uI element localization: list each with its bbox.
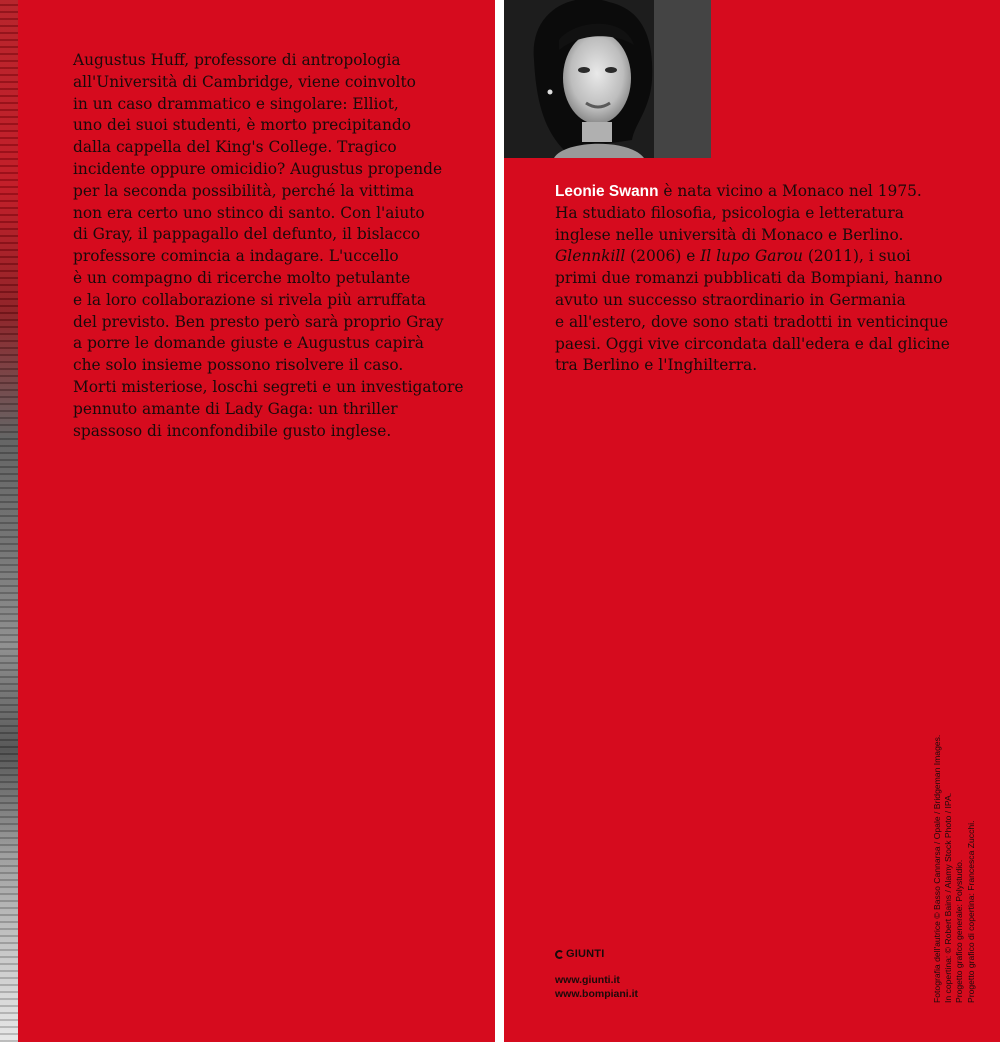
blurb-line: Augustus Huff, professore di antropologia	[73, 51, 401, 69]
blurb-line: a porre le domande giuste e Augustus capirà	[73, 334, 424, 353]
book-title-lupo-garou: Il lupo Garou	[700, 247, 803, 266]
blurb-line: di Gray, il pappagallo del defunto, il bislacco	[73, 225, 421, 244]
blurb-line: è un compagno di ricerche molto petulante	[73, 268, 411, 287]
blurb-line: non era certo uno stinco di santo. Con l'aiuto	[73, 203, 425, 222]
blurb-line: Morti misteriose, loschi segreti e un investigatore	[73, 377, 464, 396]
author-name: Leonie Swann	[555, 183, 659, 200]
blurb-line: incidente oppure omicidio? Augustus propende	[73, 159, 443, 178]
fold-gutter	[495, 0, 504, 1042]
image-credits: Fotografia dell'autrice © Basso Cannarsa / Opale / Bridgeman Images. In copertina: © Robert Bains / Alamy Stock Photo / IPA. Progetto grafico generale: Polystudio. Progetto grafico di copertina: Francesca Zucchi.	[932, 734, 976, 1003]
blurb-line: per la seconda possibilità, perché la vittima	[73, 181, 415, 200]
blurb-line: che solo insieme possono risolvere il caso.	[73, 356, 404, 375]
blurb-line: dalla cappella del King's College. Tragico	[73, 138, 397, 157]
author-bio: Leonie Swann è nata vicino a Monaco nel 1975. Ha studiato filosofia, psicologia e letteratura inglese nelle università di Monaco e Berlino. Glennkill (2006) e Il lupo Garou (2011), i suoi primi due romanzi pubblicati da Bompiani, hanno avuto un successo straordinario in Germania e all'estero, dove sono stati tradotti in venticinque paesi. Oggi vive circondata dall'edera e dal glicine tra Berlino e l'Inghilterra.	[555, 182, 950, 375]
blurb-line: e la loro collaborazione si rivela più arruffata	[73, 290, 427, 309]
blurb-line: uno dei suoi studenti, è morto precipitando	[73, 116, 411, 135]
publisher-urls	[555, 973, 638, 1001]
front-cover-edge-photo	[0, 0, 18, 1042]
author-photo	[504, 0, 711, 158]
blurb-line: in un caso drammatico e singolare: Elliot,	[73, 94, 399, 113]
author-portrait-image	[504, 0, 711, 158]
url-bompiani[interactable]: www.bompiani.it	[555, 988, 639, 1000]
blurb-line: professore comincia a indagare. L'uccello	[73, 247, 399, 266]
giunti-logo-icon	[555, 950, 564, 959]
giunti-logo: GIUNTI	[555, 948, 638, 960]
book-title-glennkill: Glennkill	[555, 247, 626, 266]
publisher-block	[555, 948, 638, 1001]
blurb-line: all'Università di Cambridge, viene coinvolto	[73, 72, 416, 91]
blurb-line: pennuto amante di Lady Gaga: un thriller	[73, 399, 398, 418]
blurb-line: del previsto. Ben presto però sarà proprio Gray	[73, 312, 444, 331]
url-giunti[interactable]: www.giunti.it	[555, 974, 620, 986]
back-cover-panel	[18, 0, 495, 1042]
blurb-line: spassoso di inconfondibile gusto inglese.	[73, 421, 392, 440]
author-flap-panel	[504, 0, 1000, 1042]
book-blurb	[73, 50, 473, 442]
